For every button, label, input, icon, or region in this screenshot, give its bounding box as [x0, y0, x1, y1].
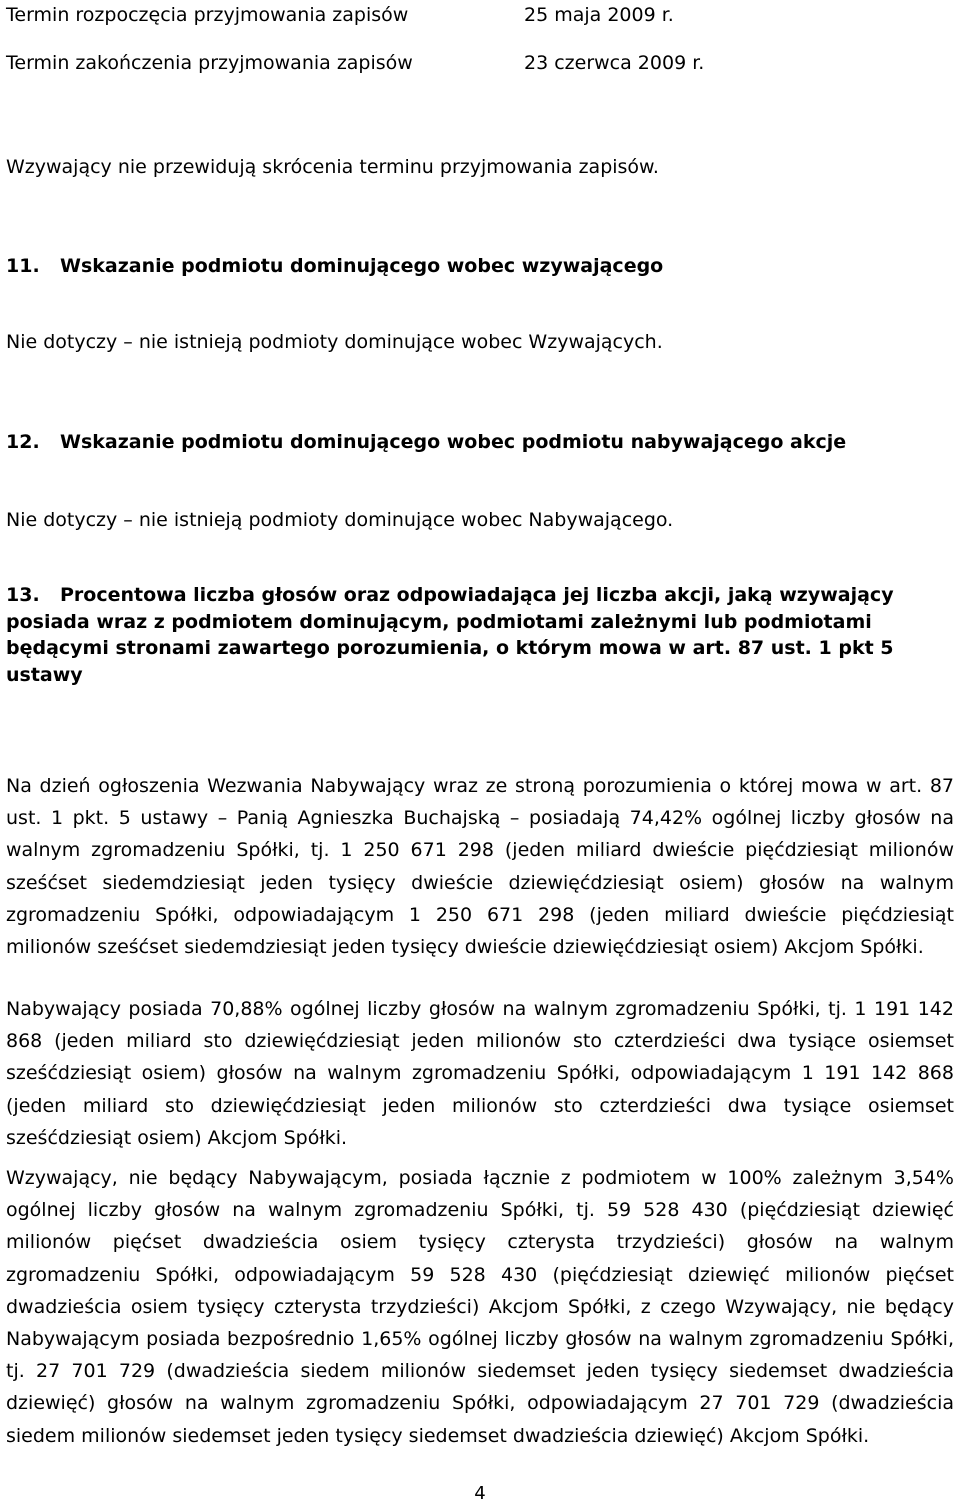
- section-12-text: Nie dotyczy – nie istnieją podmioty dominujące wobec Nabywającego.: [6, 509, 674, 531]
- section-12-heading: [6, 428, 954, 456]
- section-11-heading: [6, 252, 954, 280]
- section-12-number: 12.: [6, 431, 40, 453]
- no-shortening-note: Wzywający nie przewidują skrócenia terminu przyjmowania zapisów.: [6, 156, 659, 178]
- section-11-title: Wskazanie podmiotu dominującego wobec wzywającego: [60, 255, 664, 277]
- section-13-number: 13.: [6, 584, 40, 606]
- subscription-start-value: 25 maja 2009 r.: [524, 4, 674, 26]
- subscription-start-label: Termin rozpoczęcia przyjmowania zapisów: [6, 4, 409, 26]
- document-page: [6, 0, 954, 1509]
- section-13-paragraph-2: Nabywający posiada 70,88% ogólnej liczby głosów na walnym zgromadzeniu Spółki, tj. 1 191 142 868 (jeden miliard sto dziewięćdziesiąt jeden milionów sto czterdzieści dwa tysiące osiemset sześćdziesiąt osiem) głosów na walnym zgromadzeniu Spółki, odpowiadającym 1 191 142 868 (jeden miliard sto dziewięćdziesiąt jeden milionów sto czterdzieści dwa tysiące osiemset sześćdziesiąt osiem) Akcjom Spółki.: [6, 998, 954, 1149]
- section-13-title: Procentowa liczba głosów oraz odpowiadająca jej liczba akcji, jaką wzywający posiada wraz z podmiotem dominującym, podmiotami zależnymi lub podmiotami będącymi stronami zawartego porozumienia, o którym mowa w art. 87 ust. 1 pkt 5 ustawy: [6, 584, 894, 686]
- page-number: 4: [474, 1483, 486, 1504]
- section-11-text: Nie dotyczy – nie istnieją podmioty dominujące wobec Wzywających.: [6, 331, 663, 353]
- subscription-end-label: Termin zakończenia przyjmowania zapisów: [6, 52, 413, 74]
- subscription-end-value: 23 czerwca 2009 r.: [524, 52, 705, 74]
- section-13-paragraph-1: Na dzień ogłoszenia Wezwania Nabywający wraz ze stroną porozumienia o której mowa w art. 87 ust. 1 pkt. 5 ustawy – Panią Agnieszka Buchajską – posiadają 74,42% ogólnej liczby głosów na walnym zgromadzeniu Spółki, tj. 1 250 671 298 (jeden miliard dwieście pięćdziesiąt milionów sześćset siedemdziesiąt jeden tysięcy dwieście dziewięćdziesiąt osiem) głosów na walnym zgromadzeniu Spółki, odpowiadającym 1 250 671 298 (jeden miliard dwieście pięćdziesiąt milionów sześćset siedemdziesiąt jeden tysięcy dwieście dziewięćdziesiąt osiem) Akcjom Spółki.: [6, 775, 954, 959]
- section-13-heading: [6, 582, 954, 688]
- section-13-paragraph-3: Wzywający, nie będący Nabywającym, posiada łącznie z podmiotem w 100% zależnym 3,54% ogólnej liczby głosów na walnym zgromadzeniu Spółki, tj. 59 528 430 (pięćdziesiąt dziewięć milionów pięćset dwadzieścia osiem tysięcy czterysta trzydzieści) głosów na walnym zgromadzeniu Spółki, odpowiadającym 59 528 430 (pięćdziesiąt dziewięć milionów pięćset dwadzieścia osiem tysięcy czterysta trzydzieści) Akcjom Spółki, z czego Wzywający, nie będący Nabywającym posiada bezpośrednio 1,65% ogólnej liczby głosów na walnym zgromadzeniu Spółki, tj. 27 701 729 (dwadzieścia siedem milionów siedemset jeden tysięcy siedemset dwadzieścia dziewięć) głosów na walnym zgromadzeniu Spółki, odpowiadającym 27 701 729 (dwadzieścia siedem milionów siedemset jeden tysięcy siedemset dwadzieścia dziewięć) Akcjom Spółki.: [6, 1167, 954, 1447]
- section-11-number: 11.: [6, 255, 40, 277]
- section-12-title: Wskazanie podmiotu dominującego wobec podmiotu nabywającego akcje: [60, 431, 847, 453]
